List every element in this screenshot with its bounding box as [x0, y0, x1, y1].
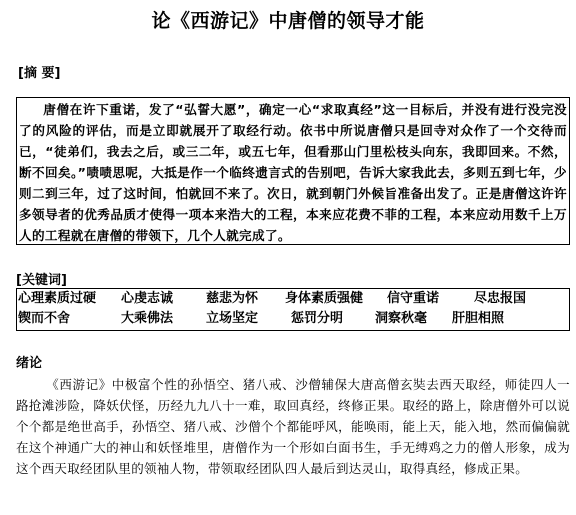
intro-paragraph — [16, 374, 570, 479]
keyword: 慈悲为怀 — [206, 291, 259, 306]
abstract-text: 唐僧在许下重诺，发了“弘誓大愿”，确定一心“求取真经”这一目标后，并没有进行没完没了的风险的评估，而是立即就展开了取经行动。依书中所说唐僧只是回寺对众作了一个交待而已，“徒弟们，我去之后，或三二年，或五七年，但看那山门里松枝头向东，我即回来。不然，断不回矣。”啧啧思呢，大抵是作一个临终遗言式的告别吧，告诉大家我此去，多则五到七年，少则二到三年，过了这时间，怕就回不来了。次日，就到朝门外候旨准备出发了。正是唐僧这许许多领导者的优秀品质才使得一项本来浩大的工程，本来应花费不菲的工程，本来应动用数千上万人的工程就在唐僧的带领下，几个人就完成了。 — [19, 102, 567, 243]
keyword: 心理素质过硬 — [18, 291, 97, 306]
keyword: 大乘佛法 — [121, 311, 174, 326]
keywords-label: [关键词] — [16, 273, 67, 288]
keyword: 洞察秋毫 — [375, 311, 428, 326]
keyword: 惩罚分明 — [291, 311, 344, 326]
keyword: 尽忠报国 — [474, 291, 527, 306]
keyword: 心虔志诚 — [121, 291, 174, 306]
abstract-label: [摘 要] — [18, 66, 61, 81]
document-title: 论《西游记》中唐僧的领导才能 — [151, 10, 425, 32]
keyword: 锲而不舍 — [18, 311, 71, 326]
abstract-box — [16, 97, 570, 245]
intro-text: 《西游记》中极富个性的孙悟空、猪八戒、沙僧辅保大唐高僧玄奘去西天取经，师徒四人一路抢滩涉险，降妖伏怪，历经九九八十一难，取回真经，终修正果。取经的路上，除唐僧外可以说个个都是绝世高手，孙悟空、猪八戒、沙僧个个都能呼风，能唤雨，能上天，能入地，然而偏偏就在这个神通广大的神山和妖怪堆里，唐僧作为一个形如白面书生，手无缚鸡之力的僧人形象，成为这个西天取经团队里的领袖人物，带领取经团队四人最后到达灵山，取得真经，修成正果。 — [16, 377, 570, 476]
intro-heading: 绪论 — [16, 356, 43, 371]
keyword: 立场坚定 — [206, 311, 259, 326]
keyword: 身体素质强健 — [285, 291, 364, 306]
keyword: 肝胆相照 — [452, 311, 505, 326]
keywords-box — [16, 288, 570, 331]
keyword: 信守重诺 — [387, 291, 440, 306]
